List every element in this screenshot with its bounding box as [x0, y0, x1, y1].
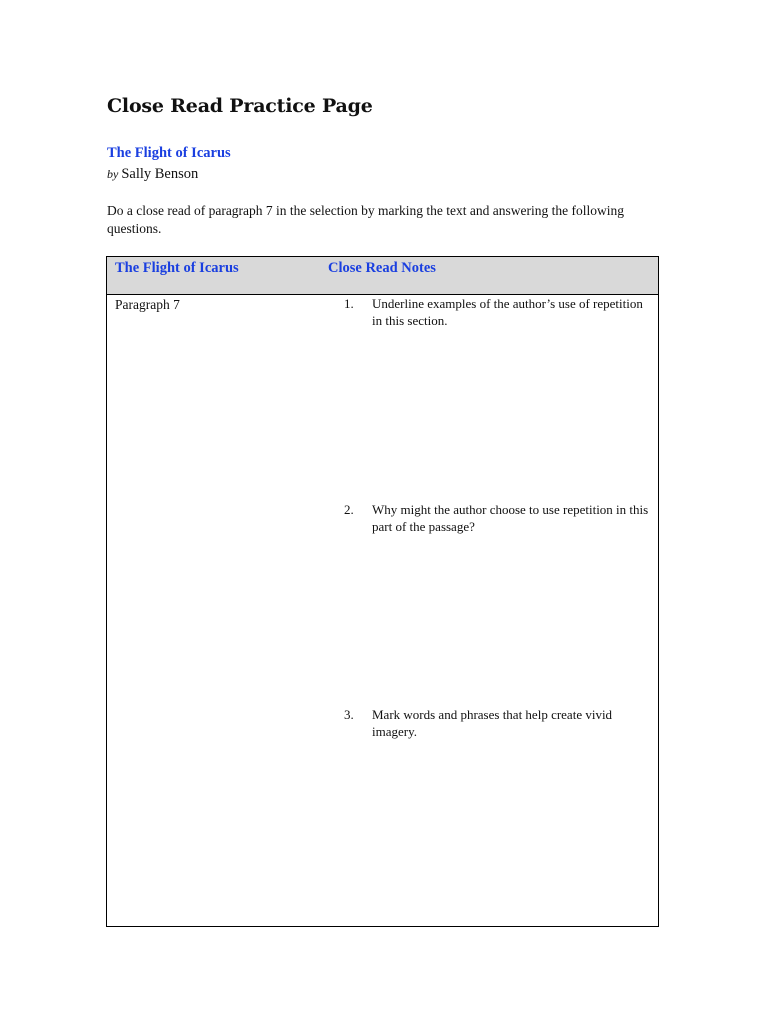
table-header-row	[107, 257, 658, 295]
question-text: Mark words and phrases that help create vivid imagery.	[372, 707, 613, 739]
byline-by-label: by	[107, 167, 119, 181]
question-text: Why might the author choose to use repetition in this part of the passage?	[372, 502, 649, 534]
paragraph-label: Paragraph 7	[115, 297, 180, 312]
header-story-title: The Flight of Icarus	[115, 260, 239, 276]
author-name: Sally Benson	[121, 166, 199, 182]
close-read-table	[106, 256, 659, 927]
question-number: 2.	[344, 502, 354, 517]
page-title: Close Read Practice Page	[107, 95, 373, 117]
story-title: The Flight of Icarus	[107, 145, 231, 161]
header-close-read-notes: Close Read Notes	[328, 260, 436, 276]
byline	[107, 166, 198, 183]
question-number: 3.	[344, 707, 354, 722]
question-item	[344, 706, 649, 740]
question-number: 1.	[344, 296, 354, 311]
question-item	[344, 501, 649, 535]
instructions-text: Do a close read of paragraph 7 in the selection by marking the text and answering the following questions.	[107, 203, 624, 236]
question-text: Underline examples of the author’s use of repetition in this section.	[372, 296, 643, 328]
question-item	[344, 295, 649, 329]
